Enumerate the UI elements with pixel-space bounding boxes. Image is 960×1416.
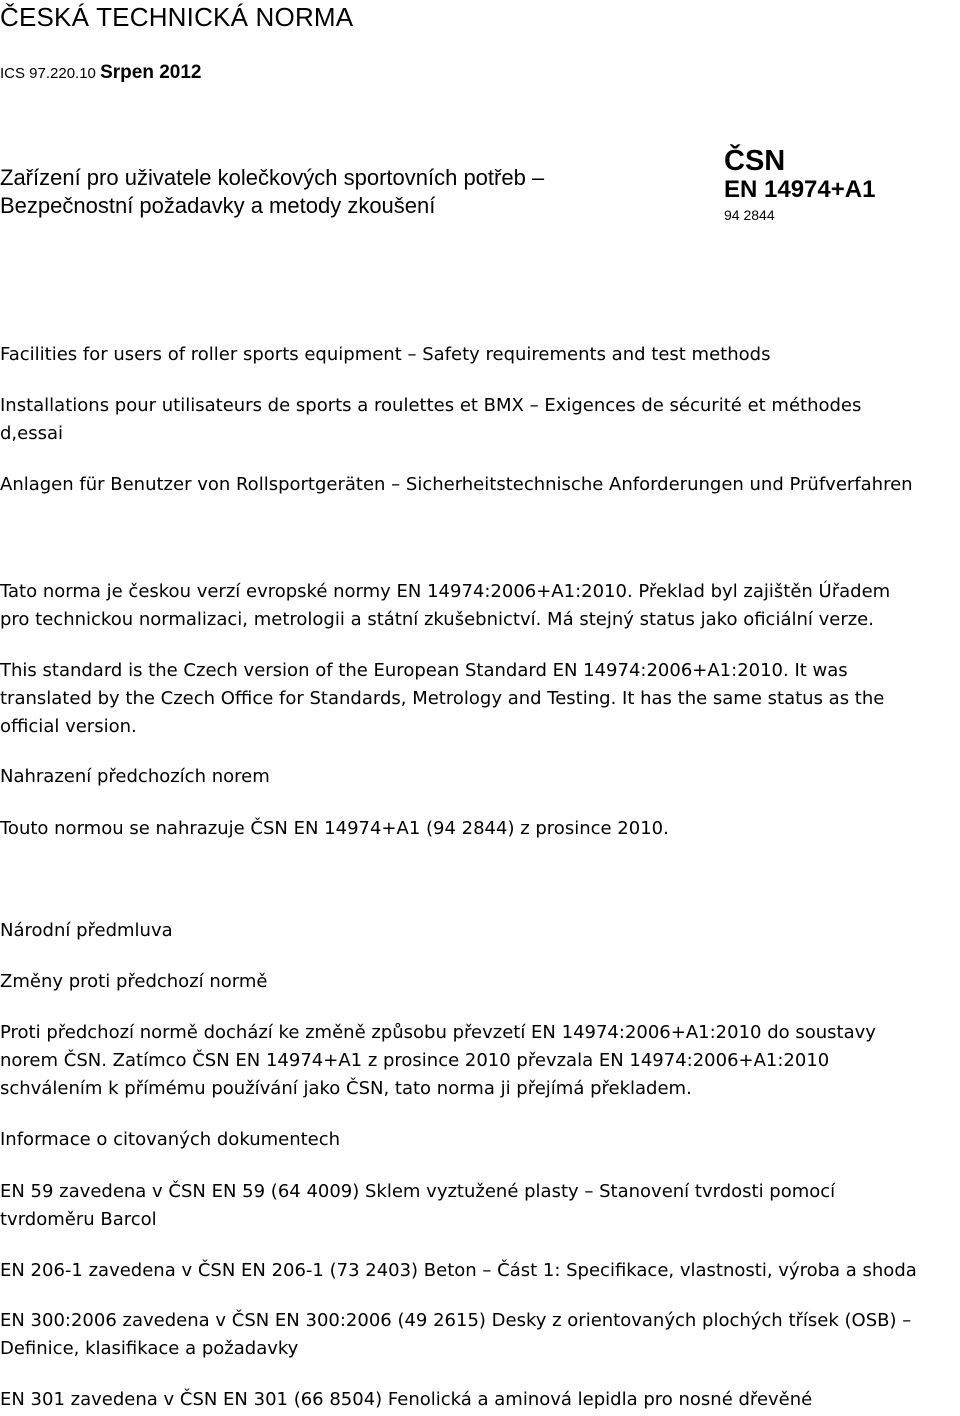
publication-date: Srpen 2012 [100,62,202,83]
changes-line: schválením k přímému používání jako ČSN, tato norma ji přejímá překladem. [0,1078,692,1099]
reference-line: Definice, klasifikace a požadavky [0,1338,299,1359]
reference-line: tvrdoměru Barcol [0,1209,157,1230]
classification-number: 94 2844 [724,207,775,223]
changes-line: Proti předchozí normě dochází ke změně způsobu převzetí EN 14974:2006+A1:2010 do soustavy [0,1022,876,1043]
ics-date-line [0,62,201,84]
changes-text [0,1019,960,1103]
standard-csn-label: ČSN [724,145,786,177]
changes-heading: Změny proti předchozí normě [0,971,268,992]
intro-line: translated by the Czech Office for Standards, Metrology and Testing. It has the same status as the [0,688,885,709]
german-title: Anlagen für Benutzer von Rollsportgeräten – Sicherheitstechnische Anforderungen und Prüfverfahren [0,474,913,495]
standard-designation [724,146,875,227]
intro-czech [0,578,960,634]
replacement-heading: Nahrazení předchozích norem [0,766,270,787]
french-title [0,392,960,448]
english-title: Facilities for users of roller sports equipment – Safety requirements and test methods [0,344,771,365]
french-title-line: Installations pour utilisateurs de sports a roulettes et BMX – Exigences de sécurité et méthodes [0,395,862,416]
document-type-heading: ČESKÁ TECHNICKÁ NORMA [0,2,354,32]
standard-en-number: EN 14974+A1 [724,176,876,203]
czech-title-line: Zařízení pro uživatele kolečkových sportovních potřeb – [0,165,545,190]
czech-title [0,164,544,220]
foreword-heading: Národní předmluva [0,920,173,941]
changes-line: norem ČSN. Zatímco ČSN EN 14974+A1 z prosince 2010 převzala EN 14974:2006+A1:2010 [0,1050,830,1071]
czech-title-line: Bezpečnostní požadavky a metody zkoušení [0,193,436,218]
intro-english [0,657,960,741]
reference-line: EN 300:2006 zavedena v ČSN EN 300:2006 (49 2615) Desky z orientovaných plochých třísek (OSB) – [0,1310,912,1331]
intro-line: pro technickou normalizaci, metrologii a státní zkušebnictví. Má stejný status jako oficiální verze. [0,609,874,630]
ics-code: ICS 97.220.10 [0,65,96,82]
reference-item: EN 206-1 zavedena v ČSN EN 206-1 (73 2403) Beton – Část 1: Specifikace, vlastnosti, výroba a shoda [0,1260,917,1281]
reference-item [0,1307,960,1363]
intro-line: This standard is the Czech version of the European Standard EN 14974:2006+A1:2010. It was [0,660,848,681]
references-heading: Informace o citovaných dokumentech [0,1129,341,1150]
replacement-text: Touto normou se nahrazuje ČSN EN 14974+A1 (94 2844) z prosince 2010. [0,818,669,839]
reference-line: EN 59 zavedena v ČSN EN 59 (64 4009) Sklem vyztužené plasty – Stanovení tvrdosti pomocí [0,1181,836,1202]
reference-item [0,1178,960,1234]
intro-line: official version. [0,716,137,737]
french-title-line: d,essai [0,423,64,444]
intro-line: Tato norma je českou verzí evropské normy EN 14974:2006+A1:2010. Překlad byl zajištěn Úřadem [0,581,891,602]
reference-item: EN 301 zavedena v ČSN EN 301 (66 8504) Fenolická a aminová lepidla pro nosné dřevěné [0,1389,813,1410]
